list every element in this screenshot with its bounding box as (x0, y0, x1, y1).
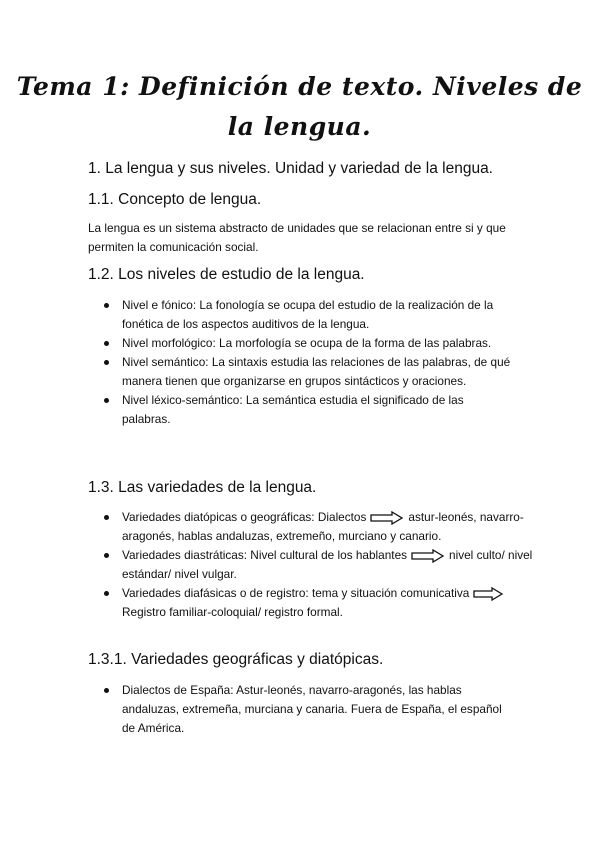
document-title-line-2: la lengua. (227, 112, 372, 141)
dialects-list (104, 681, 514, 738)
list-item: Nivel semántico: La sintaxis estudia las relaciones de las palabras, de qué manera tienen que organizarse en grupos sintácticos y oraciones. (104, 353, 514, 391)
list-item: Nivel e fónico: La fonología se ocupa del estudio de la realización de la fonética de los aspectos auditivos de la lengua. (104, 296, 514, 334)
bullet-icon (104, 591, 109, 596)
bullet-icon (104, 398, 109, 403)
varieties-list (104, 508, 534, 622)
document-title-line-1: Tema 1: Definición de texto. Niveles de (16, 72, 583, 101)
section-1-1-paragraph: La lengua es un sistema abstracto de unidades que se relacionan entre si y que permiten la comunicación social. (88, 221, 506, 254)
bullet-icon (104, 553, 109, 558)
section-1-3-heading: 1.3. Las variedades de la lengua. (88, 479, 317, 496)
bullet-icon (104, 341, 109, 346)
section-1-heading: 1. La lengua y sus niveles. Unidad y variedad de la lengua. (88, 160, 493, 177)
list-item: Variedades diafásicas o de registro: tema y situación comunicativa Registro familiar-coloquial/ registro formal. (104, 584, 534, 622)
list-item: Variedades diastráticas: Nivel cultural de los hablantes nivel culto/ nivel estándar/ nivel vulgar. (104, 546, 534, 584)
list-item: Nivel morfológico: La morfología se ocupa de la forma de las palabras. (104, 334, 514, 353)
arrow-right-icon (370, 511, 404, 525)
levels-list (104, 296, 514, 429)
section-1-1-heading: 1.1. Concepto de lengua. (88, 191, 262, 208)
arrow-right-icon (411, 549, 445, 563)
bullet-icon (104, 360, 109, 365)
list-item: Nivel léxico-semántico: La semántica estudia el significado de las palabras. (104, 391, 514, 429)
arrow-right-icon (473, 587, 503, 601)
bullet-icon (104, 688, 109, 693)
section-1-2-heading: 1.2. Los niveles de estudio de la lengua. (88, 266, 365, 283)
bullet-icon (104, 303, 109, 308)
list-item: Dialectos de España: Astur-leonés, navarro-aragonés, las hablas andaluzas, extremeña, murciana y canaria. Fuera de España, el español de América. (104, 681, 514, 738)
bullet-icon (104, 515, 109, 520)
list-item: Variedades diatópicas o geográficas: Dialectos astur-leonés, navarro-aragonés, hablas andaluzas, extremeño, murciano y canario. (104, 508, 534, 546)
section-1-3-1-heading: 1.3.1. Variedades geográficas y diatópicas. (88, 651, 384, 668)
